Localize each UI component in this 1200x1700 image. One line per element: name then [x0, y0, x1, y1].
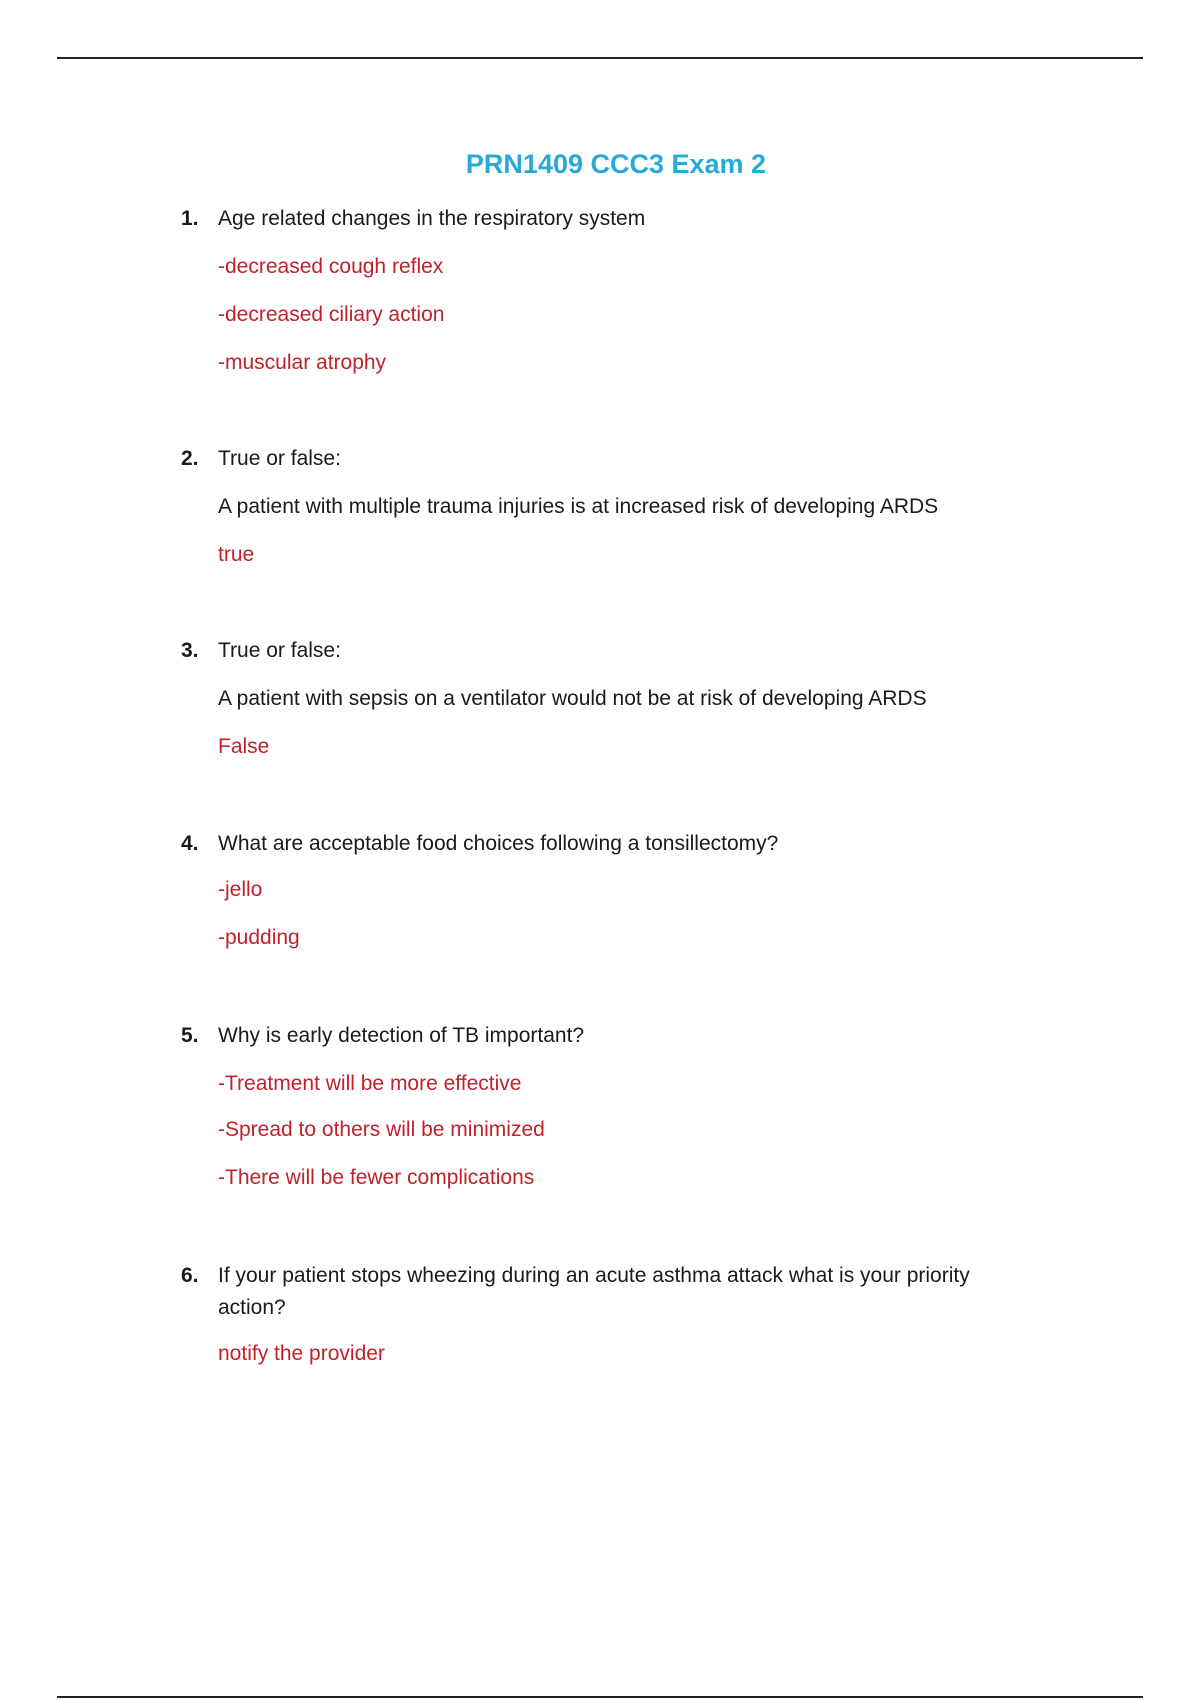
- question-prompt: What are acceptable food choices following a tonsillectomy?: [218, 832, 779, 855]
- question-1: [181, 203, 1041, 379]
- question-statement: A patient with multiple trauma injuries is at increased risk of developing ARDS: [218, 495, 939, 518]
- question-prompt: True or false:: [218, 447, 341, 470]
- answer-line: -jello: [218, 878, 263, 901]
- question-5: [181, 1020, 1041, 1194]
- answer-line: -muscular atrophy: [218, 351, 387, 374]
- question-prompt: Why is early detection of TB important?: [218, 1024, 585, 1047]
- top-rule: [57, 57, 1143, 59]
- question-number: 4.: [181, 832, 199, 855]
- question-prompt: Age related changes in the respiratory system: [218, 207, 646, 230]
- bottom-rule: [57, 1696, 1143, 1698]
- answer-line: -Treatment will be more effective: [218, 1072, 522, 1095]
- question-number: 1.: [181, 207, 199, 230]
- question-number: 5.: [181, 1024, 199, 1047]
- answer-line: -pudding: [218, 926, 300, 949]
- page-title: PRN1409 CCC3 Exam 2: [465, 149, 767, 179]
- question-prompt: If your patient stops wheezing during an acute asthma attack what is your priority action?: [218, 1264, 970, 1319]
- answer-line: -Spread to others will be minimized: [218, 1118, 545, 1141]
- question-4: [181, 828, 1041, 954]
- answer-line: False: [218, 735, 270, 758]
- question-6: [181, 1260, 1041, 1370]
- answer-line: -There will be fewer complications: [218, 1166, 535, 1189]
- question-prompt: True or false:: [218, 639, 341, 662]
- answer-line: true: [218, 543, 255, 566]
- question-statement: A patient with sepsis on a ventilator would not be at risk of developing ARDS: [218, 687, 927, 710]
- question-3: [181, 635, 1041, 763]
- question-number: 3.: [181, 639, 199, 662]
- question-number: 2.: [181, 447, 199, 470]
- question-number: 6.: [181, 1264, 199, 1287]
- answer-line: -decreased cough reflex: [218, 255, 444, 278]
- answer-line: notify the provider: [218, 1342, 385, 1365]
- question-2: [181, 443, 1041, 571]
- answer-line: -decreased ciliary action: [218, 303, 445, 326]
